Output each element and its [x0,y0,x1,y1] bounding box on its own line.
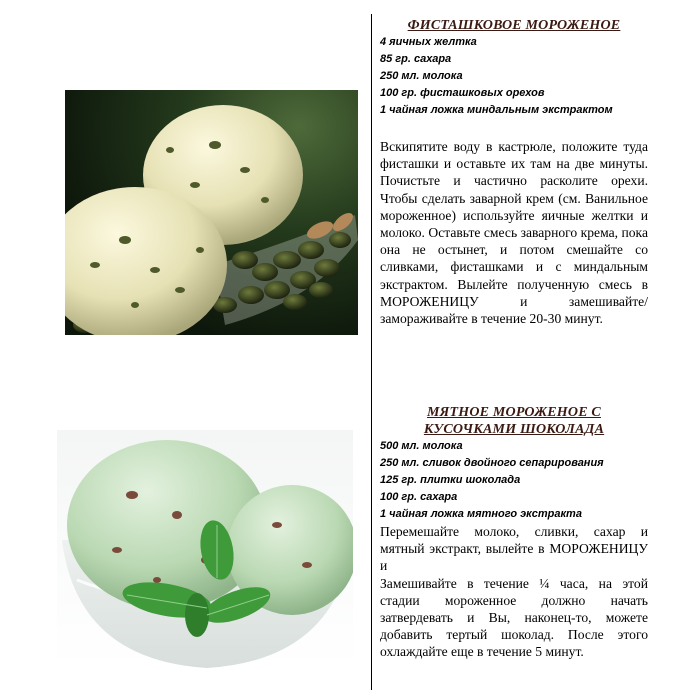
pistachio-ice-cream-illustration [65,90,358,335]
ingredient-item: 125 гр. плитки шоколада [380,474,521,486]
recipe-instructions-part2: Замешивайте в течение ¼ часа, на этой стадии мороженное должно начать затвердевать и Вы, наконец-то, можете добавить тертый шоколад. После этого охлаждайте еще в течение 5 минут. [380,575,648,660]
mint-ice-cream-illustration [57,430,353,668]
recipe-pistachio [380,17,648,119]
recipe-title-line2: КУСОЧКАМИ ШОКОЛАДА [423,422,605,437]
ingredient-item: 85 гр. сахара [380,53,452,65]
ingredient-item: 4 яичных желтка [380,36,477,48]
recipe-title-line1: МЯТНОЕ МОРОЖЕНОЕ С [427,405,601,420]
ingredient-item: 100 гр. сахара [380,491,458,503]
recipe-mint [380,404,648,661]
recipe-instructions: Вскипятите воду в кастрюле, положите туда фисташки и оставьте их там на две минуты. Почистьте и частично расколите орехи. Чтобы сделать заварной крем (см. Ванильное мороженное) используйте яичные желтки и молоко. Оставьте смесь заварного крема, пока она не остынет, и потом смешайте со сливками, фисташками и с миндальным экстрактом. Вылейте полученную смесь в МОРОЖЕНИЦУ и замешивайте/замораживайте в течение 20-30 минут. [380,139,648,327]
ingredient-item: 250 мл. молока [380,70,463,82]
ingredient-list [380,34,648,119]
ingredient-item: 250 мл. сливок двойного сепарирования [380,457,604,469]
recipe-title: ФИСТАШКОВОЕ МОРОЖЕНОЕ [407,18,621,33]
recipe-instructions-part1: Перемешайте молоко, сливки, сахар и мятный экстракт, вылейте в МОРОЖЕНИЦУ и [380,524,648,574]
mint-chocolate-ice-cream-photo [57,430,353,668]
ingredient-item: 1 чайная ложка мятного экстракта [380,508,582,520]
pistachio-ice-cream-photo [65,90,358,335]
ingredient-list [380,438,648,523]
ingredient-item: 1 чайная ложка миндальным экстрактом [380,104,613,116]
ingredient-item: 500 мл. молока [380,440,463,452]
ingredient-item: 100 гр. фисташковых орехов [380,87,545,99]
column-divider [371,14,372,690]
